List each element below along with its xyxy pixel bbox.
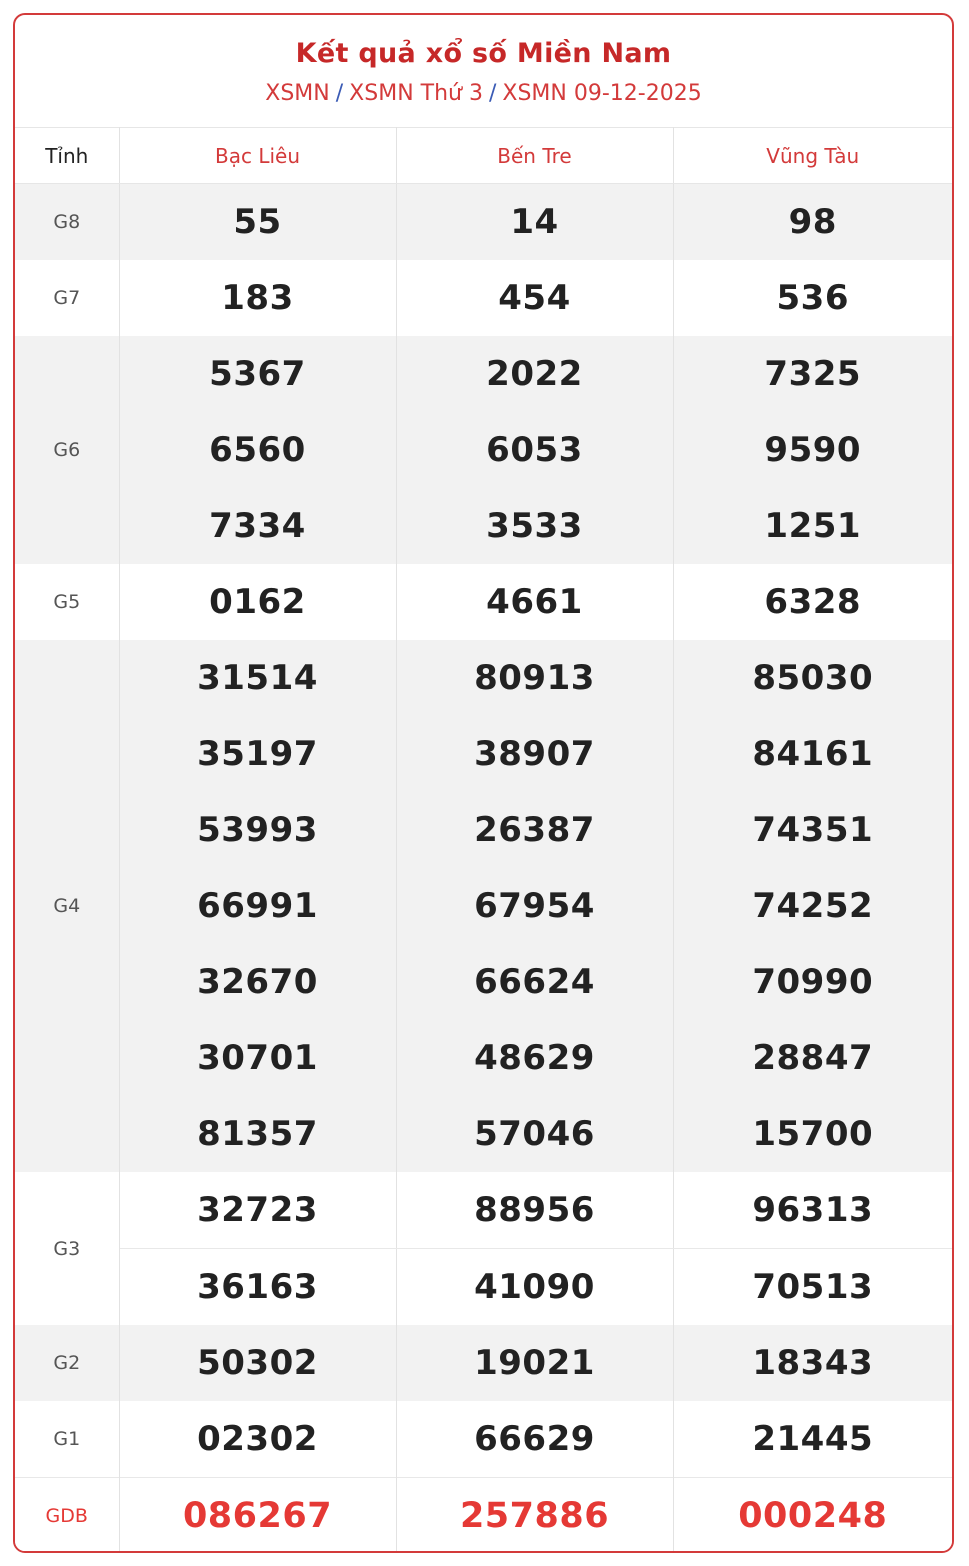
table-row xyxy=(15,336,952,412)
result-number: 41090 xyxy=(396,1249,673,1326)
result-number: 1251 xyxy=(673,488,952,564)
breadcrumb xyxy=(15,80,952,108)
result-number: 80913 xyxy=(396,640,673,716)
result-number: 57046 xyxy=(396,1096,673,1172)
result-number: 15700 xyxy=(673,1096,952,1172)
result-number: 85030 xyxy=(673,640,952,716)
prize-label-g7: G7 xyxy=(15,260,119,336)
result-number: 67954 xyxy=(396,868,673,944)
result-number: 48629 xyxy=(396,1020,673,1096)
table-row xyxy=(15,412,952,488)
result-number: 4661 xyxy=(396,564,673,640)
table-row xyxy=(15,944,952,1020)
result-number: 50302 xyxy=(119,1325,396,1401)
result-number: 3533 xyxy=(396,488,673,564)
result-number: 98 xyxy=(673,184,952,261)
result-number: 183 xyxy=(119,260,396,336)
prize-label-g2: G2 xyxy=(15,1325,119,1401)
breadcrumb-separator: / xyxy=(488,81,497,106)
table-row xyxy=(15,1020,952,1096)
result-number: 02302 xyxy=(119,1401,396,1478)
breadcrumb-link-xsmn[interactable]: XSMN xyxy=(265,81,330,106)
result-number: 81357 xyxy=(119,1096,396,1172)
prize-label-g8: G8 xyxy=(15,184,119,261)
table-row xyxy=(15,868,952,944)
table-header-row xyxy=(15,128,952,184)
result-number: 6560 xyxy=(119,412,396,488)
result-number: 55 xyxy=(119,184,396,261)
result-number: 21445 xyxy=(673,1401,952,1478)
result-number: 31514 xyxy=(119,640,396,716)
result-number: 7325 xyxy=(673,336,952,412)
results-card xyxy=(13,13,954,1553)
result-number: 66624 xyxy=(396,944,673,1020)
province-header-bac-lieu[interactable]: Bạc Liêu xyxy=(119,128,396,184)
result-number: 66629 xyxy=(396,1401,673,1478)
result-number: 74252 xyxy=(673,868,952,944)
breadcrumb-separator: / xyxy=(335,81,344,106)
table-row xyxy=(15,260,952,336)
result-number: 74351 xyxy=(673,792,952,868)
result-number: 96313 xyxy=(673,1172,952,1249)
prize-label-g5: G5 xyxy=(15,564,119,640)
result-number: 19021 xyxy=(396,1325,673,1401)
result-number: 38907 xyxy=(396,716,673,792)
page-title: Kết quả xổ số Miền Nam xyxy=(295,38,672,69)
table-row xyxy=(15,184,952,261)
result-number: 14 xyxy=(396,184,673,261)
result-number: 536 xyxy=(673,260,952,336)
result-number: 6328 xyxy=(673,564,952,640)
result-number: 2022 xyxy=(396,336,673,412)
table-row xyxy=(15,564,952,640)
result-number: 0162 xyxy=(119,564,396,640)
result-number: 36163 xyxy=(119,1249,396,1326)
breadcrumb-link-xsmn-date[interactable]: XSMN 09-12-2025 xyxy=(502,81,702,106)
special-prize-number: 257886 xyxy=(396,1478,673,1554)
result-number: 32670 xyxy=(119,944,396,1020)
prize-label-g6: G6 xyxy=(15,336,119,564)
result-number: 6053 xyxy=(396,412,673,488)
result-number: 88956 xyxy=(396,1172,673,1249)
table-row xyxy=(15,792,952,868)
result-number: 18343 xyxy=(673,1325,952,1401)
result-number: 70990 xyxy=(673,944,952,1020)
result-number: 5367 xyxy=(119,336,396,412)
result-number: 30701 xyxy=(119,1020,396,1096)
result-number: 28847 xyxy=(673,1020,952,1096)
result-number: 53993 xyxy=(119,792,396,868)
result-number: 70513 xyxy=(673,1249,952,1326)
prize-label-gdb: GDB xyxy=(15,1478,119,1554)
results-table xyxy=(15,127,952,1553)
prize-column-header: Tỉnh xyxy=(15,128,119,184)
table-row xyxy=(15,640,952,716)
breadcrumb-link-xsmn-thu-3[interactable]: XSMN Thứ 3 xyxy=(349,81,483,106)
result-number: 7334 xyxy=(119,488,396,564)
province-header-vung-tau[interactable]: Vũng Tàu xyxy=(673,128,952,184)
table-row xyxy=(15,1478,952,1554)
table-row xyxy=(15,1325,952,1401)
result-number: 9590 xyxy=(673,412,952,488)
special-prize-number: 000248 xyxy=(673,1478,952,1554)
prize-label-g4: G4 xyxy=(15,640,119,1172)
table-row xyxy=(15,1249,952,1326)
result-number: 84161 xyxy=(673,716,952,792)
prize-label-g1: G1 xyxy=(15,1401,119,1478)
table-row xyxy=(15,1096,952,1172)
result-number: 32723 xyxy=(119,1172,396,1249)
special-prize-number: 086267 xyxy=(119,1478,396,1554)
result-number: 35197 xyxy=(119,716,396,792)
result-number: 66991 xyxy=(119,868,396,944)
table-row xyxy=(15,1172,952,1249)
prize-label-g3: G3 xyxy=(15,1172,119,1325)
table-row xyxy=(15,488,952,564)
province-header-ben-tre[interactable]: Bến Tre xyxy=(396,128,673,184)
results-header xyxy=(15,15,952,127)
result-number: 26387 xyxy=(396,792,673,868)
table-row xyxy=(15,1401,952,1478)
result-number: 454 xyxy=(396,260,673,336)
table-row xyxy=(15,716,952,792)
